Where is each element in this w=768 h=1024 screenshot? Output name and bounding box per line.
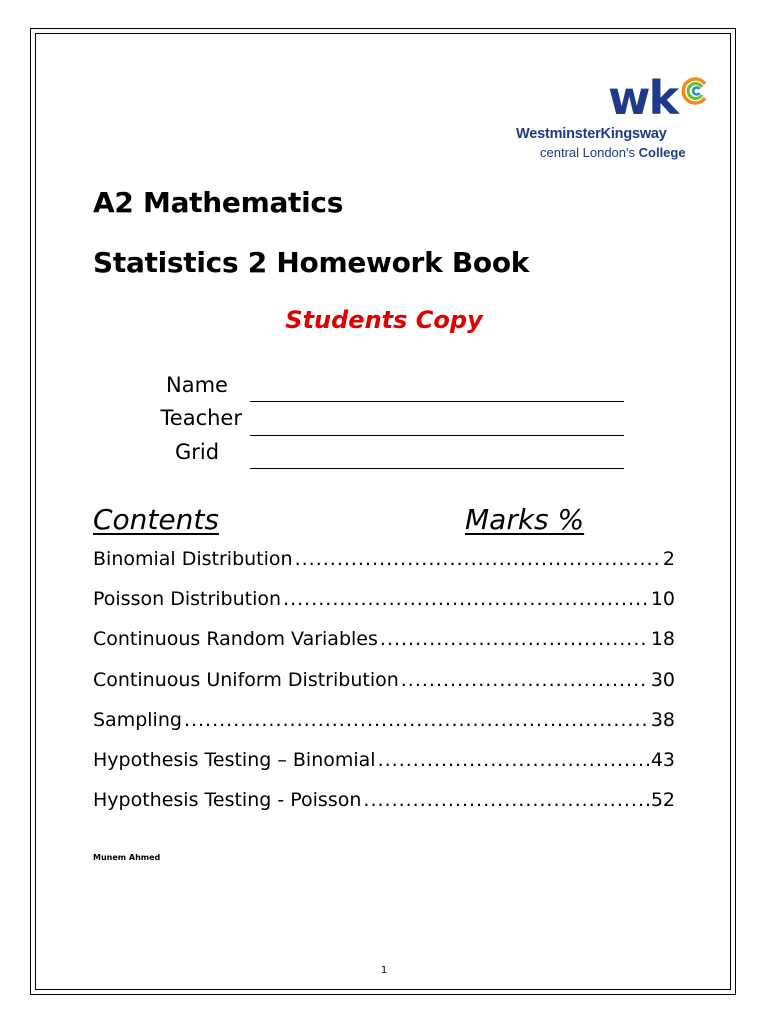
toc-page: 10 — [650, 588, 675, 611]
grid-line — [250, 468, 624, 469]
toc-title: Continuous Uniform Distribution — [93, 668, 399, 691]
teacher-label: Teacher — [160, 406, 242, 430]
toc-page: 30 — [650, 668, 675, 691]
name-line — [250, 401, 624, 402]
toc-leader — [378, 749, 649, 771]
name-label: Name — [166, 373, 228, 397]
toc-entry — [93, 789, 675, 829]
logo-tagline: central London's College — [540, 145, 686, 160]
college-logo — [514, 72, 689, 164]
toc-entry — [93, 548, 675, 588]
teacher-line — [250, 435, 624, 436]
marks-heading: Marks % — [465, 503, 585, 536]
toc-entry — [93, 588, 675, 628]
toc-entry — [93, 628, 675, 668]
logo-arcs-icon — [681, 76, 711, 106]
logo-college-name: WestminsterKingsway — [516, 126, 667, 142]
toc-title: Hypothesis Testing - Poisson — [93, 789, 362, 812]
author-name: Munem Ahmed — [93, 853, 161, 862]
toc-page: 43 — [650, 748, 675, 771]
toc-page: 38 — [650, 708, 675, 731]
toc-leader — [401, 669, 649, 691]
toc-page: 52 — [650, 789, 675, 812]
logo-wk-mark: wk — [608, 71, 678, 125]
contents-heading: Contents — [93, 503, 219, 536]
students-copy-label: Students Copy — [285, 306, 483, 334]
toc-title: Binomial Distribution — [93, 548, 293, 570]
toc-page: 18 — [650, 628, 675, 651]
table-of-contents — [93, 548, 675, 829]
toc-title: Hypothesis Testing – Binomial — [93, 748, 376, 771]
page-number: 1 — [380, 965, 388, 976]
toc-entry — [93, 669, 675, 709]
grid-label: Grid — [174, 440, 220, 464]
toc-entry — [93, 709, 675, 749]
toc-title: Sampling — [93, 708, 182, 731]
toc-leader — [283, 588, 649, 610]
toc-entry — [93, 749, 675, 789]
toc-leader — [380, 628, 649, 650]
course-title: A2 Mathematics — [93, 186, 344, 219]
toc-leader — [363, 789, 648, 811]
toc-title: Poisson Distribution — [93, 588, 282, 611]
book-title: Statistics 2 Homework Book — [93, 246, 530, 279]
toc-page: 2 — [662, 548, 675, 570]
toc-title: Continuous Random Variables — [93, 628, 378, 651]
toc-leader — [295, 548, 661, 570]
toc-leader — [184, 709, 649, 731]
